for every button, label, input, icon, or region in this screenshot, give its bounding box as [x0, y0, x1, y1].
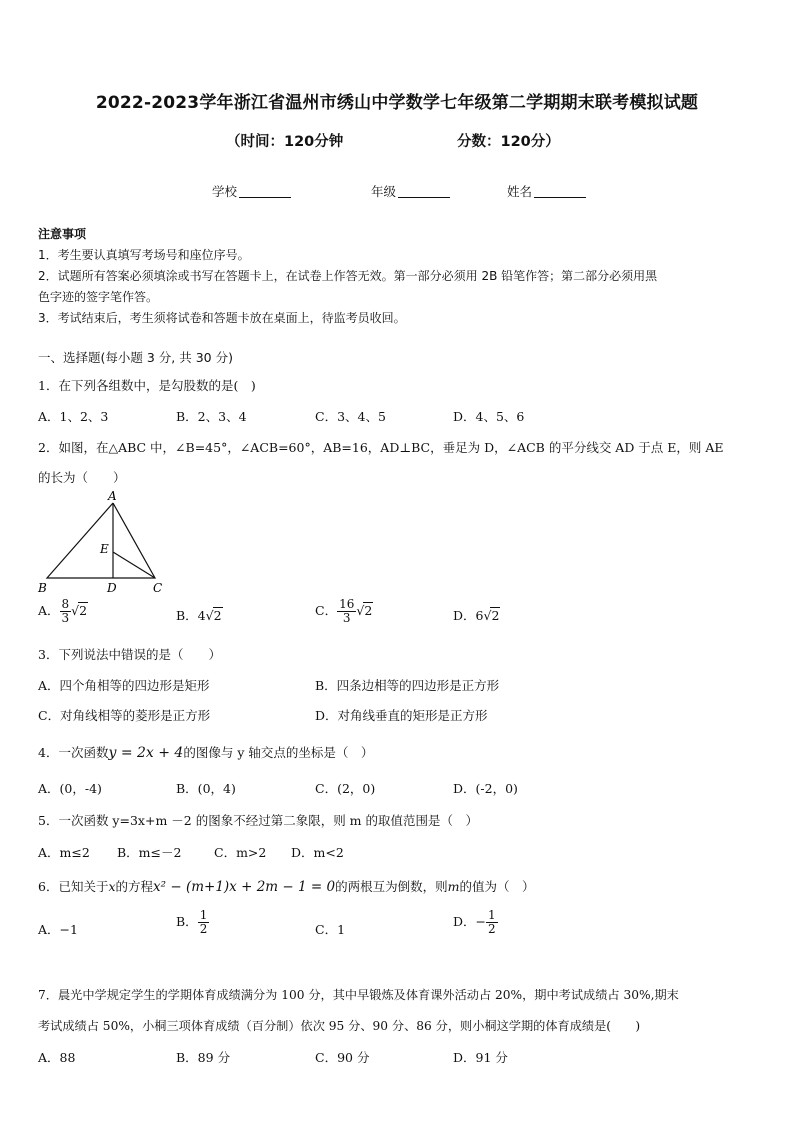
radicand: 2: [491, 608, 500, 623]
q1-option-d: D．4、5、6: [453, 409, 525, 424]
radicand: 2: [364, 603, 373, 619]
q5-option-d: D．m<2: [291, 845, 344, 860]
sqrt-symbol: √2: [483, 608, 500, 623]
q7-stem-cont: 考试成绩占 50%，小桐三项体育成绩（百分制）依次 95 分、90 分、86 分，则小桐这学期的体育成绩是( ): [38, 1019, 641, 1033]
sqrt-symbol: √2: [205, 608, 222, 623]
notice-item: 3．考试结束后，考生须将试卷和答题卡放在桌面上，待监考员收回。: [38, 311, 406, 325]
q2-option-d-letter: D．6: [453, 608, 484, 623]
q4-option-a: A．(0，-4): [38, 781, 102, 796]
notice-item: 2．试题所有答案必须填涂或书写在答题卡上，在试卷上作答无效。第一部分必须用 2B 铅笔作答；第二部分必须用黑: [38, 269, 658, 283]
label-d: D: [107, 581, 117, 595]
q7-stem: 7．晨光中学规定学生的学期体育成绩满分为 100 分，其中早锻炼及体育课外活动占 20%，期中考试成绩占 30%,期末: [38, 988, 679, 1002]
q6-formula: x² − (m+1)x + 2m − 1 = 0: [153, 879, 336, 895]
q6-stem-mid: 的方程: [115, 879, 154, 894]
radicand: 2: [213, 608, 222, 623]
name-field: [507, 182, 586, 200]
q6-option-b-letter: B．: [176, 914, 198, 930]
q7-option-c: C．90 分: [315, 1050, 370, 1065]
triangle-figure: [34, 488, 174, 600]
q1-option-c: C．3、4、5: [315, 409, 386, 424]
q6-option-c: C．1: [315, 922, 346, 937]
q7-option-d: D．91 分: [453, 1050, 508, 1065]
q6-option-b-fraction: [198, 909, 210, 936]
fraction-num: 16: [339, 597, 355, 611]
fraction-num: 8: [61, 597, 70, 611]
exam-score: 分数：120分）: [457, 134, 560, 150]
q2-stem-cont: 的长为（ ）: [38, 470, 126, 485]
q4-option-d: D．(-2，0): [453, 781, 518, 796]
q6-option-b: [176, 909, 209, 936]
q4-formula: y = 2x + 4: [108, 745, 184, 761]
radicand: 2: [79, 603, 88, 619]
sqrt-symbol: √2: [356, 603, 373, 619]
q2-stem: 2．如图，在△ABC 中，∠B=45°，∠ACB=60°，AB=16，AD⊥BC，垂足为 D，∠ACB 的平分线交 AD 于点 E，则 AE: [38, 440, 724, 455]
q4-option-b: B．(0，4): [176, 781, 236, 796]
q5-option-a: A．m≤2: [38, 845, 90, 860]
school-label: 学校: [212, 184, 238, 199]
section-heading: 一、选择题(每小题 3 分, 共 30 分): [38, 350, 233, 365]
q6-var-m: m: [447, 879, 460, 894]
exam-time: （时间：120分钟: [226, 134, 344, 150]
q4-option-c: C．(2，0): [315, 781, 376, 796]
q3-option-c: C．对角线相等的菱形是正方形: [38, 708, 211, 723]
q2-option-a-fraction: [60, 598, 72, 625]
q2-option-c-letter: C．: [315, 603, 338, 619]
label-c: C: [153, 581, 163, 595]
q3-option-a: A．四个角相等的四边形是矩形: [38, 678, 210, 693]
q5-option-b: B．m≤－2: [117, 845, 182, 860]
label-b: B: [38, 581, 47, 595]
q6-stem-pre: 6．已知关于: [38, 879, 109, 894]
name-blank: [534, 185, 586, 198]
q2-option-a: [38, 598, 88, 625]
grade-field: [371, 182, 450, 200]
notice-item: 色字迹的签字笔作答。: [38, 290, 159, 304]
fraction-num: 1: [488, 908, 496, 922]
notice-heading: 注意事项: [38, 227, 87, 241]
triangle-abc: [47, 503, 155, 578]
q3-stem: 3．下列说法中错误的是（ ）: [38, 647, 221, 662]
q6-option-d-letter: D．−: [453, 914, 486, 930]
exam-title: 2022-2023学年浙江省温州市绣山中学数学七年级第二学期期末联考模拟试题: [95, 93, 699, 113]
q6-stem-end: 的值为（ ）: [459, 879, 535, 894]
q2-option-c-fraction: [337, 598, 356, 625]
q3-option-b: B．四条边相等的四边形是正方形: [315, 678, 500, 693]
q5-stem: 5．一次函数 y=3x+m －2 的图象不经过第二象限，则 m 的取值范围是（ ）: [38, 813, 478, 828]
q1-stem: 1．在下列各组数中，是勾股数的是( ): [38, 378, 256, 393]
fraction-den: 3: [342, 611, 351, 626]
grade-label: 年级: [371, 184, 397, 199]
school-blank: [239, 185, 291, 198]
q7-option-b: B．89 分: [176, 1050, 231, 1065]
bisector-ce: [113, 552, 155, 578]
label-e: E: [100, 542, 109, 556]
fraction-den: 2: [488, 922, 496, 937]
q6-option-a: A．−1: [38, 922, 78, 937]
q2-option-d: [453, 606, 500, 624]
q6-stem-post: 的两根互为倒数，则: [335, 879, 448, 894]
q1-option-b: B．2、3、4: [176, 409, 247, 424]
q7-option-a: A．88: [38, 1050, 76, 1065]
name-label: 姓名: [507, 184, 533, 199]
q4-stem-post: 的图像与 y 轴交点的坐标是（ ）: [183, 745, 374, 760]
q2-option-a-letter: A．: [38, 603, 60, 619]
q4-stem: [38, 743, 373, 761]
q3-option-d: D．对角线垂直的矩形是正方形: [315, 708, 488, 723]
q6-option-d-fraction: [486, 909, 498, 936]
label-a: A: [108, 489, 117, 503]
q6-var-x: x: [108, 879, 116, 894]
notice-item: 1．考生要认真填写考场号和座位序号。: [38, 248, 250, 262]
school-field: [212, 182, 291, 200]
sqrt-symbol: √2: [71, 603, 88, 619]
q4-stem-pre: 4．一次函数: [38, 745, 109, 760]
q6-option-d: [453, 909, 498, 936]
q5-option-c: C．m>2: [214, 845, 267, 860]
fraction-den: 2: [199, 922, 208, 937]
q2-option-c: [315, 598, 373, 625]
fraction-den: 3: [61, 611, 70, 626]
fraction-num: 1: [199, 908, 208, 922]
q2-option-b: [176, 606, 223, 624]
q6-stem: [38, 877, 534, 895]
q2-option-b-letter: B．4: [176, 608, 206, 623]
grade-blank: [398, 185, 450, 198]
q1-option-a: A．1、2、3: [38, 409, 109, 424]
